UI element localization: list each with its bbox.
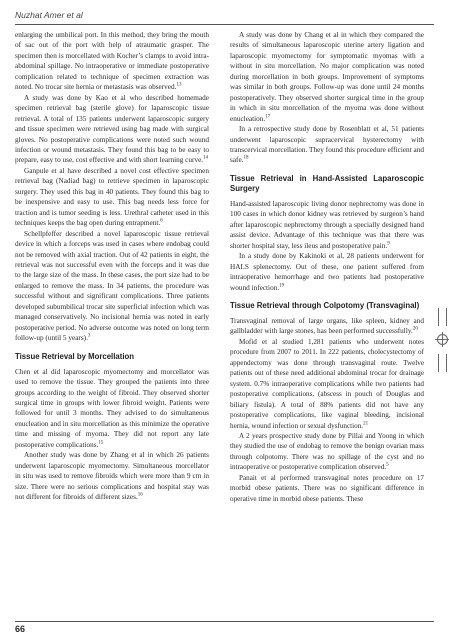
right-column xyxy=(230,30,424,504)
section-heading: Tissue Retrieval by Morcellation xyxy=(15,351,135,361)
citation: 14 xyxy=(203,156,209,162)
footer-rule xyxy=(15,621,434,622)
paragraph xyxy=(230,124,424,166)
paragraph xyxy=(230,199,424,251)
margin-crop-mark xyxy=(438,308,447,326)
paragraph-text: In a study done by Kakinoki et al, 28 patients underwent for HALS splenectomy. Out of these, one patient suffered from intraoperative hemorrhage and two patients had postoperative wound infection. xyxy=(230,252,424,292)
citation: 17 xyxy=(265,114,271,120)
registration-mark-icon xyxy=(437,334,448,345)
paragraph xyxy=(15,229,209,344)
paragraph-text: Hand-assisted laparoscopic living donor nephrectomy was done in 100 cases in which donor kidney was retrieved by surgeon’s hand after laparoscopic nephrectomy through a specially designed hand assist device. Advantage of this technique was that there was shorter hospital stay, less ileus and postoperative pain. xyxy=(230,199,424,250)
citation: 16 xyxy=(137,492,143,498)
paragraph xyxy=(230,316,424,337)
paragraph-text: Another study was done by Zhang et al in which 26 patients underwent laparoscopic myomectomy. Simultaneous morcellator in situ was used to remove fibroids which were more than 9 cm in size. There were no serious complications and hospital stay was not different for fibroids of different sizes. xyxy=(15,451,209,502)
paragraph-text: In a retrospective study done by Rosenblatt et al, 51 patients underwent laparoscopic supracervical hysterectomy with transcervical morcellation. They found this procedure efficient and safe. xyxy=(230,125,424,165)
paragraph xyxy=(230,431,424,473)
paragraph xyxy=(15,30,209,93)
citation: 15 xyxy=(98,440,104,446)
citation: 5 xyxy=(386,462,389,468)
paragraph xyxy=(230,473,424,504)
paragraph-text: enlarging the umbilical port. In this method, they bring the mouth of sac out of the port with help of atraumatic grasper. The specimen then is morcellated with Kocher’s clamps to avoid intra-abdominal spillage. No intraoperative or immediate postoperative complication related to technique of specimen extraction was noted. No trocar site hernia or metastasis was observed. xyxy=(15,31,209,92)
paragraph xyxy=(15,93,209,166)
paragraph-text: Chen et al did laparoscopic myomectomy and morcellator was used to remove the tissue. They grouped the patients into three groups according to the weight of fibroid. They observed shorter surgical time in groups with lower fibroid weight. Patients were followed for until 3 months. They advised to do simultaneous enucleation and in situ morcellation as this minimize the operative time and missing of myoma. They did not report any late postoperative complications. xyxy=(15,367,209,449)
paragraph-text: A study was done by Chang et al in which they compared the results of simultaneous laparoscopic uterine artery ligation and laparoscopic myomectomy for symptomatic myomas with a without in situ morcellation. No major complication was noted during morcellation in both groups. Improvement of symptoms was similar in both groups. Follow-up was done until 24 months postoperatively. They observed shorter surgical time in the group in which in situ morcellation of the myoma was done without enucleation. xyxy=(230,31,424,123)
header-rule xyxy=(15,24,434,25)
citation: 18 xyxy=(243,156,249,162)
paragraph xyxy=(15,450,209,502)
paragraph-text: A 2 years prospective study done by Pillai and Yoong in which they studied the use of endobag to remove the benign ovarian mass through colpotomy. There was no spillage of the cyst and no intraoperative or postoperative complication observed. xyxy=(230,431,424,472)
paragraph-text: A study was done by Kao et al who described homemade specimen retrieval bag (sterile glove) for laparoscopic tissue retrieval. A total of 135 patients underwent laparoscopic surgery and tissue specimen were retrieved using bag made with surgical gloves. No postoperative complications were noted such wound infection or wound metastasis. They found this bag to be easy to prepare, easy to use, cost effective and with short learning curve. xyxy=(15,93,209,165)
citation: 6 xyxy=(160,218,163,224)
citation: 13 xyxy=(176,82,182,88)
citation: 21 xyxy=(363,421,369,427)
section-heading: Tissue Retrieval through Colpotomy (Transvaginal) xyxy=(230,300,420,310)
paragraph-text: Ganpule et al have described a novel cost effective specimen retrieval bag (Nadiad bag) to retrieve specimen in laparoscopic surgery. They used this bag in 40 patients. They found this bag to be inexpensive and easy to use. This bag needs less force for traction and is tumor seeding is less. Urethral catheter used in this techniques keeps the bag open during entrapment. xyxy=(15,166,209,228)
paragraph xyxy=(15,166,209,229)
left-column xyxy=(15,30,209,502)
paragraph xyxy=(230,30,424,124)
paragraph-text: Transvaginal removal of large organs, like spleen, kidney and gallbladder with large stones, has been performed successfully. xyxy=(230,316,424,336)
citation: 20 xyxy=(412,327,418,333)
citation: 3 xyxy=(87,333,91,339)
paragraph xyxy=(230,337,424,431)
citation: 9 xyxy=(387,241,390,247)
page-number: 66 xyxy=(15,624,26,634)
margin-crop-mark xyxy=(438,354,447,372)
section-heading: Tissue Retrieval in Hand-Assisted Laparoscopic Surgery xyxy=(230,173,424,193)
paragraph-text: Schellpfeffer described a novel laparoscopic tissue retrieval device in which a forceps was used in cases where endobag could not be removed with axial traction. Out of 42 patients in eight, the retrieval was not successful even with the forceps and it was due to the large size of the mass. In these cases, the port size had to be enlarged to remove the mass. In 34 patients, the procedure was successful without and significant complications. Three patients developed subumbilical trocar site superficial infection which was managed conservatively. No incisional hernia was noted in early postoperative period. No adverse outcome was noted on long term follow-up (until 5 years). xyxy=(15,229,209,343)
running-head: Nuzhat Amer et al xyxy=(15,10,83,20)
citation: 19 xyxy=(279,283,285,289)
paragraph xyxy=(15,367,209,451)
paragraph xyxy=(230,251,424,293)
paragraph-text: Panait et al performed transvaginal notes procedure on 17 morbid obese patients. There was no significant difference in operative time in morbid obese patients. These xyxy=(230,473,424,503)
paragraph-text: Mofid et al studied 1,281 patients who underwent notes procedure from 2007 to 2011. In 222 patients, cholecystectomy of appendectomy was done through transvaginal route. Twelve patients out of these need additional abdominal trocar for drainage system. 0.7% intraoperative complications while two patients had postoperative complications, (abscess in pouch of Douglas and biliary fistula). A total of 88% patients did not have any postoperative complications, like vaginal bleeding, incisional hernia, wound infection or sexual dysfunction. xyxy=(230,337,424,430)
